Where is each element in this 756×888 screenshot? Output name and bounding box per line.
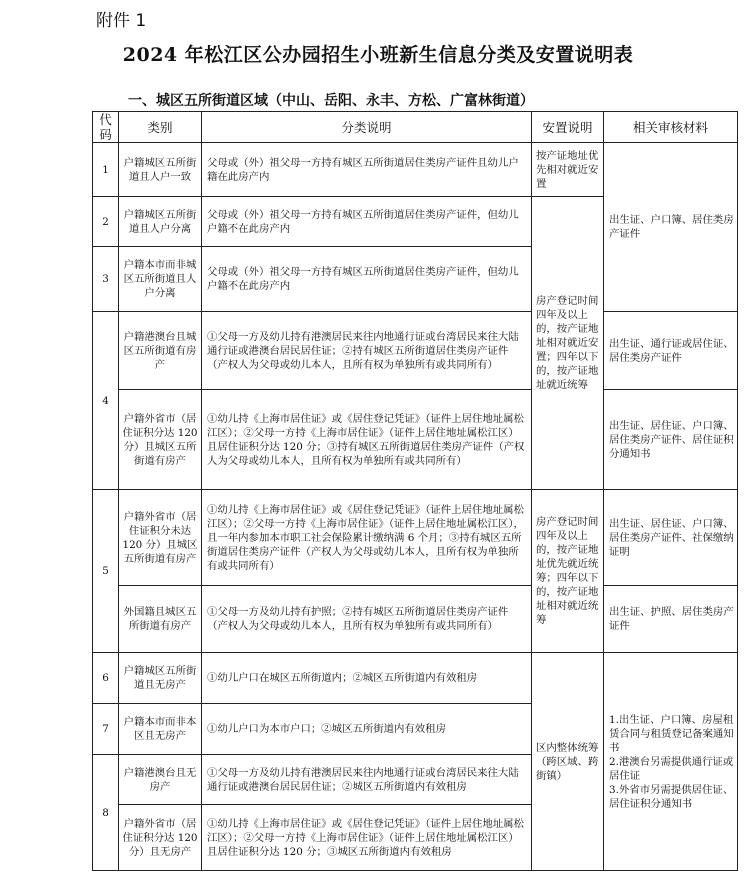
row-category: 户籍城区五所街道且人户分离: [119, 197, 202, 247]
materials-cell: 1.出生证、户口簿、房屋租赁合同与租赁登记备案通知书 2.港澳台另需提供通行证或居住证 3.外省市另需提供居住证、居住证积分通知书: [604, 653, 738, 871]
materials-cell: 出生证、居住证、户口簿、居住类房产证件、社保缴纳证明: [604, 490, 738, 586]
arrangement-cell: 区内整体统筹（跨区域、跨街镇）: [532, 653, 604, 871]
document-title: 2024 年松江区公办园招生小班新生信息分类及安置说明表: [122, 44, 634, 66]
row-description: ①父母一方及幼儿持有护照；②持有城区五所街道居住类房产证件（产权人为父母或幼儿本人，且所有权为单独所有或共同所有）: [202, 586, 532, 653]
column-header-materials: 相关审核材料: [604, 112, 738, 143]
row-description: ①幼儿持《上海市居住证》或《居住登记凭证》（证件上居住地址属松江区）；②父母一方持《上海市居住证》（证件上居住地址属松江区），且一年内参加本市职工社会保险累计缴纳满 6 个月；③持有城区五所街道居住类房产证件（产权人为父母或幼儿本人，且所有权为单独所有或共同所有）: [202, 490, 532, 586]
row-category: 户籍港澳台且无房产: [119, 755, 202, 805]
row-category: 户籍外省市（居住证积分达 120 分）且城区五所街道有房产: [119, 390, 202, 490]
row-category: 户籍本市而非本区且无房产: [119, 704, 202, 755]
row-category: 户籍外省市（居住证积分达 120 分）且无房产: [119, 805, 202, 871]
table-row: [93, 490, 738, 586]
materials-cell: 出生证、护照、居住类房产证件: [604, 586, 738, 653]
row-code: 3: [93, 247, 119, 312]
table-row: [93, 312, 738, 390]
column-header-code: 代码: [93, 112, 119, 143]
row-description: ①幼儿持《上海市居住证》或《居住登记凭证》（证件上居住地址属松江区）；②父母一方持《上海市居住证》（证件上居住地址属松江区）且居住证积分达 120 分；③城区五所街道内有效租房: [202, 805, 532, 871]
row-code: 4: [93, 312, 119, 490]
table-row: [93, 143, 738, 197]
classification-table: [92, 111, 738, 871]
row-category: 户籍城区五所街道且无房产: [119, 653, 202, 704]
table-row: [93, 586, 738, 653]
materials-cell: 出生证、通行证或居住证、居住类房产证件: [604, 312, 738, 390]
row-code: 5: [93, 490, 119, 653]
row-category: 户籍外省市（居住证积分未达 120 分）且城区五所街道有房产: [119, 490, 202, 586]
row-description: 父母或（外）祖父母一方持有城区五所街道居住类房产证件且幼儿户籍在此房产内: [202, 143, 532, 197]
table-header-row: [93, 112, 738, 143]
column-header-description: 分类说明: [202, 112, 532, 143]
arrangement-cell: 房产登记时间四年及以上的，按产证地址优先就近统筹；四年以下的，按产证地址相对就近统筹: [532, 490, 604, 653]
row-category: 外国籍且城区五所街道有房产: [119, 586, 202, 653]
arrangement-cell: 按产证地址优先相对就近安置: [532, 143, 604, 197]
row-code: 7: [93, 704, 119, 755]
row-description: ①幼儿持《上海市居住证》或《居住登记凭证》（证件上居住地址属松江区）；②父母一方持《上海市居住证》（证件上居住地址属松江区）且居住证积分达 120 分；③持有城区五所街道居住类房产证件（产权人为父母或幼儿本人，且所有权为单独所有或共同所有）: [202, 390, 532, 490]
row-code: 8: [93, 755, 119, 871]
row-description: 父母或（外）祖父母一方持有城区五所街道居住类房产证件，但幼儿户籍不在此房产内: [202, 247, 532, 312]
table-row: [93, 653, 738, 704]
column-header-category: 类别: [119, 112, 202, 143]
row-description: ①父母一方及幼儿持有港澳居民来往内地通行证或台湾居民来往大陆通行证或港澳台居民居住证；②持有城区五所街道居住类房产证件（产权人为父母或幼儿本人，且所有权为单独所有或共同所有）: [202, 312, 532, 390]
row-code: 1: [93, 143, 119, 197]
row-category: 户籍港澳台且城区五所街道有房产: [119, 312, 202, 390]
row-code: 6: [93, 653, 119, 704]
arrangement-cell: 房产登记时间四年及以上的，按产证地址相对就近安置；四年以下的，按产证地址就近统筹: [532, 197, 604, 490]
materials-cell: 出生证、户口簿、居住类房产证件: [604, 143, 738, 312]
row-description: ①幼儿户口在城区五所街道内；②城区五所街道内有效租房: [202, 653, 532, 704]
row-category: 户籍城区五所街道且人户一致: [119, 143, 202, 197]
row-description: 父母或（外）祖父母一方持有城区五所街道居住类房产证件，但幼儿户籍不在此房产内: [202, 197, 532, 247]
table-row: [93, 390, 738, 490]
section-heading: 一、城区五所街道区域（中山、岳阳、永丰、方松、广富林街道）: [128, 93, 534, 109]
row-category: 户籍本市而非城区五所街道且人户分离: [119, 247, 202, 312]
materials-cell: 出生证、居住证、户口簿、居住类房产证件、居住证积分通知书: [604, 390, 738, 490]
row-description: ①父母一方及幼儿持有港澳居民来往内地通行证或台湾居民来往大陆通行证或港澳台居民居住证；②城区五所街道内有效租房: [202, 755, 532, 805]
row-description: ①幼儿户口为本市户口；②城区五所街道内有效租房: [202, 704, 532, 755]
attachment-label: 附件 1: [96, 11, 147, 31]
row-code: 2: [93, 197, 119, 247]
column-header-arrangement: 安置说明: [532, 112, 604, 143]
